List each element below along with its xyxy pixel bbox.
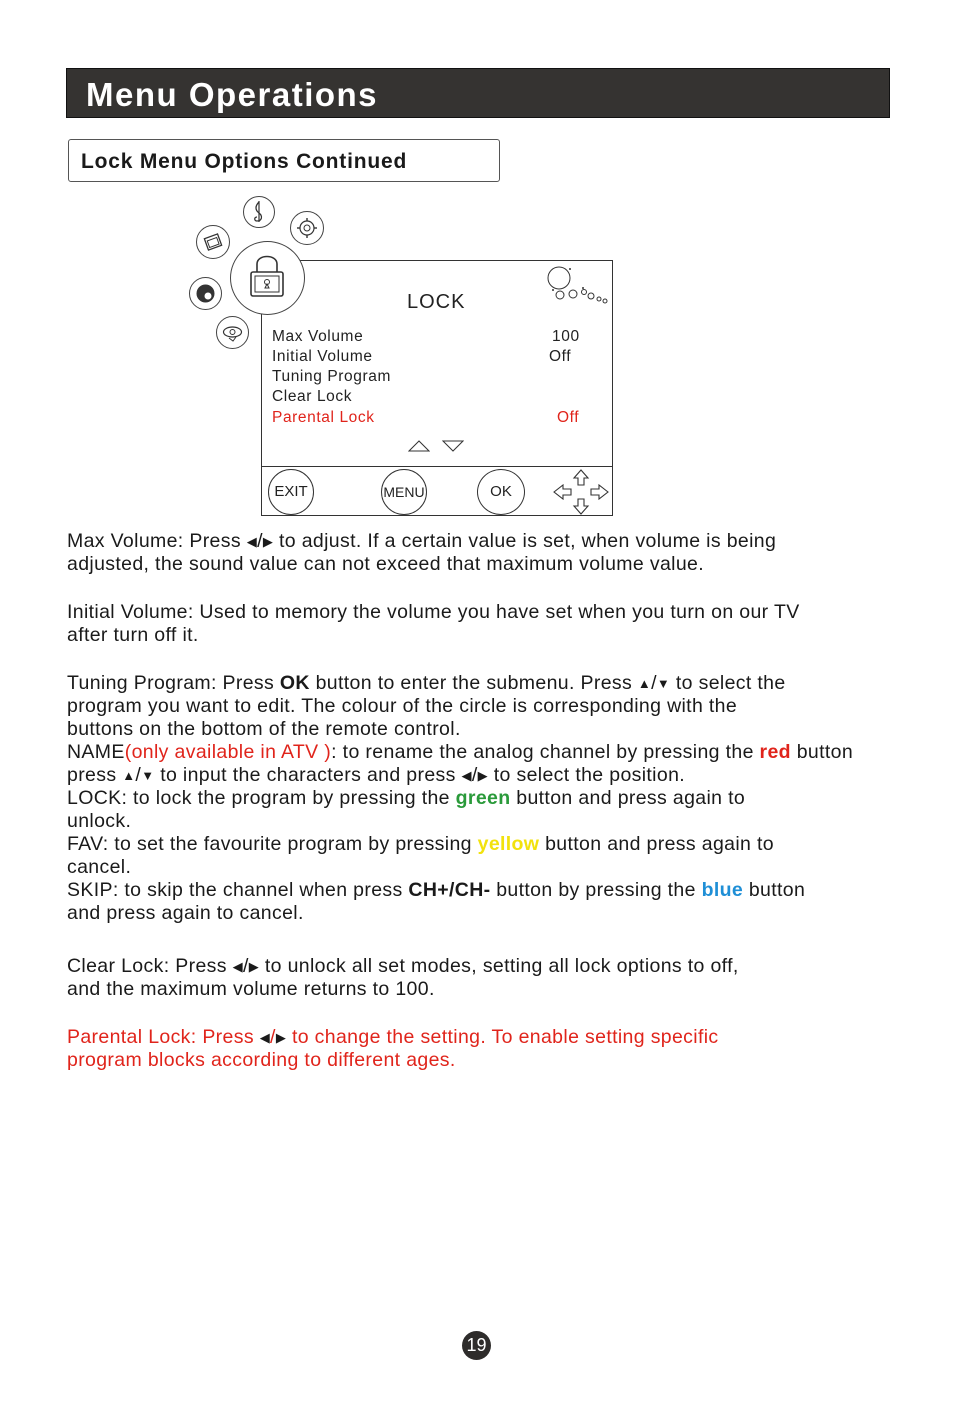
globe-icon [189, 277, 222, 310]
parental-lock-line-1: Parental Lock: Press ◀/▶ to change the setting. To enable setting specific [67, 1026, 719, 1048]
ok-button-label: OK [490, 483, 512, 500]
menu-item-parental-lock[interactable]: Parental Lock [272, 409, 375, 426]
up-arrow-icon: ▲ [122, 768, 136, 783]
tuning-line-1: Tuning Program: Press OK button to enter the submenu. Press ▲/▼ to select the [67, 672, 786, 694]
left-arrow-icon: ◀ [246, 534, 258, 549]
eye-icon [216, 316, 249, 349]
menu-value-initial-volume: Off [549, 348, 572, 365]
scroll-up-icon[interactable] [408, 439, 430, 457]
max-volume-line-2: adjusted, the sound value can not exceed that maximum volume value. [67, 553, 704, 575]
left-arrow-icon: ◀ [259, 1030, 271, 1045]
exit-button-label: EXIT [274, 483, 308, 500]
exit-button[interactable] [268, 469, 314, 515]
initial-volume-paragraph: Initial Volume: Used to memory the volume you have set when you turn on our TV after turn off it. [67, 601, 800, 646]
max-volume-paragraph [67, 530, 776, 576]
menu-value-parental-lock: Off [557, 409, 580, 426]
bubbles-icon [546, 264, 612, 311]
left-arrow-icon: ◀ [232, 959, 243, 974]
ok-button[interactable] [477, 469, 525, 515]
menu-value-max-volume: 100 [552, 328, 580, 345]
page-title: Menu Operations [86, 76, 379, 113]
clear-lock-line-1: Clear Lock: Press ◀/▶ to unlock all set modes, setting all lock options to off, [67, 955, 739, 977]
left-arrow-icon: ◀ [461, 768, 472, 783]
name-line-2: press ▲/▼ to input the characters and press ◀/▶ to select the position. [67, 764, 686, 786]
down-arrow-icon: ▼ [656, 676, 671, 691]
picture-icon [196, 225, 230, 259]
osd-divider [262, 466, 612, 467]
menu-button-label: MENU [383, 484, 425, 500]
right-arrow-icon: ▶ [248, 959, 260, 974]
lock-icon [230, 241, 305, 315]
section-heading: Lock Menu Options Continued [81, 150, 408, 173]
menu-item-clear-lock[interactable]: Clear Lock [272, 388, 353, 405]
direction-pad-icon[interactable] [552, 468, 610, 521]
right-arrow-icon: ▶ [477, 768, 489, 783]
menu-item-max-volume[interactable]: Max Volume [272, 328, 364, 345]
menu-item-initial-volume[interactable]: Initial Volume [272, 348, 373, 365]
osd-title: LOCK [407, 291, 466, 313]
menu-button[interactable] [381, 469, 427, 515]
page-header [66, 68, 890, 118]
up-arrow-icon: ▲ [637, 676, 652, 691]
scroll-down-icon[interactable] [442, 439, 464, 457]
lock-line-1: LOCK: to lock the program by pressing the green button and press again to [67, 787, 746, 809]
tuning-program-paragraph: Tuning Program: Press OK button to enter the submenu. Press ▲/▼ to select the program you want to edit. The colour of the circle is corresponding with the buttons on the bottom of the remote control. NAME(only available in ATV ): to rename the analog channel by pressing the red button press ▲/▼ to input the characters and press ◀/▶ to select the position. LOCK: to lock the program by pressing the green button and press again to unlock. FAV: to set the favourite program by pressing yellow button and press again to cancel. SKIP: to skip the channel when press CH+/CH- button by pressing the blue button and press again to cancel. [67, 672, 854, 924]
menu-item-tuning-program[interactable]: Tuning Program [272, 368, 391, 385]
section-heading-box [68, 139, 500, 182]
fav-line-1: FAV: to set the favourite program by pressing yellow button and press again to [67, 833, 774, 855]
down-arrow-icon: ▼ [141, 768, 155, 783]
right-arrow-icon: ▶ [262, 534, 274, 549]
name-line-1: NAME(only available in ATV ): to rename the analog channel by pressing the red button [67, 741, 854, 763]
parental-lock-paragraph: Parental Lock: Press ◀/▶ to change the setting. To enable setting specific program blocks according to different ages. [67, 1026, 719, 1071]
lock-menu-screen [261, 260, 613, 516]
max-volume-line-1: Max Volume: Press ◀/▶ to adjust. If a certain value is set, when volume is being [67, 530, 777, 552]
right-arrow-icon: ▶ [275, 1030, 287, 1045]
settings-icon [290, 211, 324, 245]
skip-line-1: SKIP: to skip the channel when press CH+/CH- button by pressing the blue button [67, 879, 806, 901]
music-icon [243, 196, 275, 228]
clear-lock-paragraph: Clear Lock: Press ◀/▶ to unlock all set modes, setting all lock options to off, and the maximum volume returns to 100. [67, 955, 739, 1000]
page-number: 19 [462, 1331, 491, 1360]
